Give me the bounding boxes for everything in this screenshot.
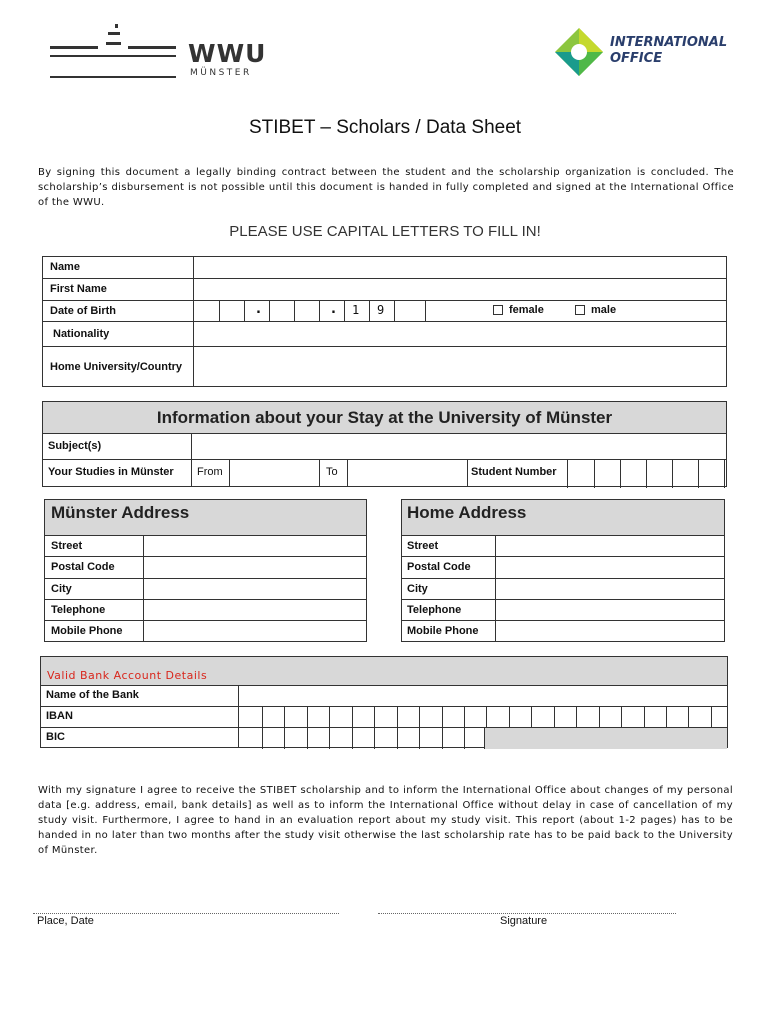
from-field[interactable] bbox=[230, 460, 318, 488]
home-postal-code-label: Postal Code bbox=[407, 561, 471, 573]
home-street-label: Street bbox=[407, 540, 439, 552]
muenster-telephone-field[interactable] bbox=[144, 600, 366, 620]
home-telephone-field[interactable] bbox=[496, 600, 724, 620]
bic-unused-area bbox=[484, 728, 727, 749]
intro-paragraph: By signing this document a legally binding contract between the student and the scholarship organization is concluded. The scholarship’s disbursement is not possible until this document is handed in fully completed and signed at the International Office of the WWU. bbox=[38, 167, 734, 208]
muenster-city-label: City bbox=[51, 583, 72, 595]
to-label: To bbox=[326, 466, 338, 478]
io-diamond-icon bbox=[553, 26, 605, 78]
muenster-telephone-label: Telephone bbox=[51, 604, 106, 616]
home-street-field[interactable] bbox=[496, 536, 724, 556]
student-number-field[interactable] bbox=[567, 459, 729, 488]
signature-line[interactable] bbox=[378, 913, 676, 914]
muenster-street-field[interactable] bbox=[144, 536, 366, 556]
bic-label: BIC bbox=[46, 731, 65, 743]
capital-letters-notice: PLEASE USE CAPITAL LETTERS TO FILL IN! bbox=[229, 223, 541, 240]
wwu-logo-mark-icon bbox=[50, 22, 190, 82]
bank-details-header: Valid Bank Account Details bbox=[47, 669, 208, 682]
to-field[interactable] bbox=[348, 460, 467, 488]
muenster-street-label: Street bbox=[51, 540, 83, 552]
stay-section bbox=[42, 401, 727, 487]
home-postal-code-field[interactable] bbox=[496, 557, 724, 578]
bic-field[interactable] bbox=[239, 728, 727, 749]
home-address-header: Home Address bbox=[407, 503, 527, 522]
bank-name-label: Name of the Bank bbox=[46, 689, 139, 701]
muenster-postal-code-label: Postal Code bbox=[51, 561, 115, 573]
studies-label: Your Studies in Münster bbox=[48, 466, 174, 478]
muenster-city-field[interactable] bbox=[144, 579, 366, 599]
iban-field[interactable] bbox=[239, 707, 727, 727]
male-option[interactable] bbox=[575, 304, 616, 316]
subjects-field[interactable] bbox=[192, 434, 726, 459]
wwu-logo-city: MÜNSTER bbox=[190, 68, 252, 78]
male-checkbox[interactable] bbox=[575, 305, 585, 315]
io-logo-line2: OFFICE bbox=[610, 51, 663, 66]
name-label: Name bbox=[50, 261, 80, 273]
first-name-field[interactable] bbox=[194, 279, 726, 300]
female-option[interactable] bbox=[493, 304, 544, 316]
agreement-paragraph: With my signature I agree to receive the STIBET scholarship and to inform the International Office about changes of my personal data [e.g. address, email, bank details] as well as to inform the International Office without delay in case of cancellation of my study visit. Furthermore, I agree to hand in an evaluation report about my study visit. This report (about 1-2 pages) has to be handed in no later than two months after the study visit otherwise the last scholarship rate has to be paid back to the University of Münster. bbox=[38, 785, 733, 856]
signature-label: Signature bbox=[500, 915, 548, 927]
home-city-label: City bbox=[407, 583, 428, 595]
muenster-address-header: Münster Address bbox=[51, 503, 190, 522]
bank-details-section bbox=[40, 656, 728, 748]
muenster-mobile-field[interactable] bbox=[144, 621, 366, 642]
wwu-logo-text: WWU bbox=[188, 39, 267, 68]
stay-section-header: Information about your Stay at the University of Münster bbox=[156, 408, 613, 427]
home-telephone-label: Telephone bbox=[407, 604, 462, 616]
nationality-field[interactable] bbox=[194, 322, 726, 346]
place-date-label: Place, Date bbox=[37, 915, 94, 927]
name-field[interactable] bbox=[194, 257, 726, 278]
dob-dot-2: . bbox=[331, 302, 336, 317]
dob-dot-1: . bbox=[256, 302, 261, 317]
first-name-label: First Name bbox=[50, 283, 107, 295]
dob-digit-1: 1 bbox=[352, 303, 360, 317]
iban-label: IBAN bbox=[46, 710, 73, 722]
female-label: female bbox=[509, 304, 544, 316]
home-university-label: Home University/Country bbox=[50, 361, 183, 373]
home-mobile-label: Mobile Phone bbox=[407, 625, 479, 637]
bank-name-field[interactable] bbox=[239, 686, 727, 706]
muenster-address-section bbox=[44, 499, 367, 642]
student-number-label: Student Number bbox=[471, 466, 557, 478]
home-address-section bbox=[401, 499, 725, 642]
io-logo-line1: INTERNATIONAL bbox=[610, 35, 728, 50]
dob-digit-2: 9 bbox=[377, 303, 385, 317]
home-mobile-field[interactable] bbox=[496, 621, 724, 642]
subjects-label: Subject(s) bbox=[48, 440, 102, 452]
date-of-birth-field[interactable] bbox=[194, 300, 425, 321]
muenster-postal-code-field[interactable] bbox=[144, 557, 366, 578]
date-of-birth-label: Date of Birth bbox=[50, 305, 116, 317]
international-office-logo bbox=[553, 26, 738, 78]
place-date-line[interactable] bbox=[33, 913, 339, 914]
female-checkbox[interactable] bbox=[493, 305, 503, 315]
page-title: STIBET – Scholars / Data Sheet bbox=[248, 117, 522, 138]
from-label: From bbox=[197, 466, 223, 478]
muenster-mobile-label: Mobile Phone bbox=[51, 625, 123, 637]
wwu-logo bbox=[50, 22, 265, 82]
personal-data-table bbox=[42, 256, 727, 387]
home-university-field[interactable] bbox=[194, 347, 726, 388]
home-city-field[interactable] bbox=[496, 579, 724, 599]
nationality-label: Nationality bbox=[53, 328, 110, 340]
male-label: male bbox=[591, 304, 617, 316]
